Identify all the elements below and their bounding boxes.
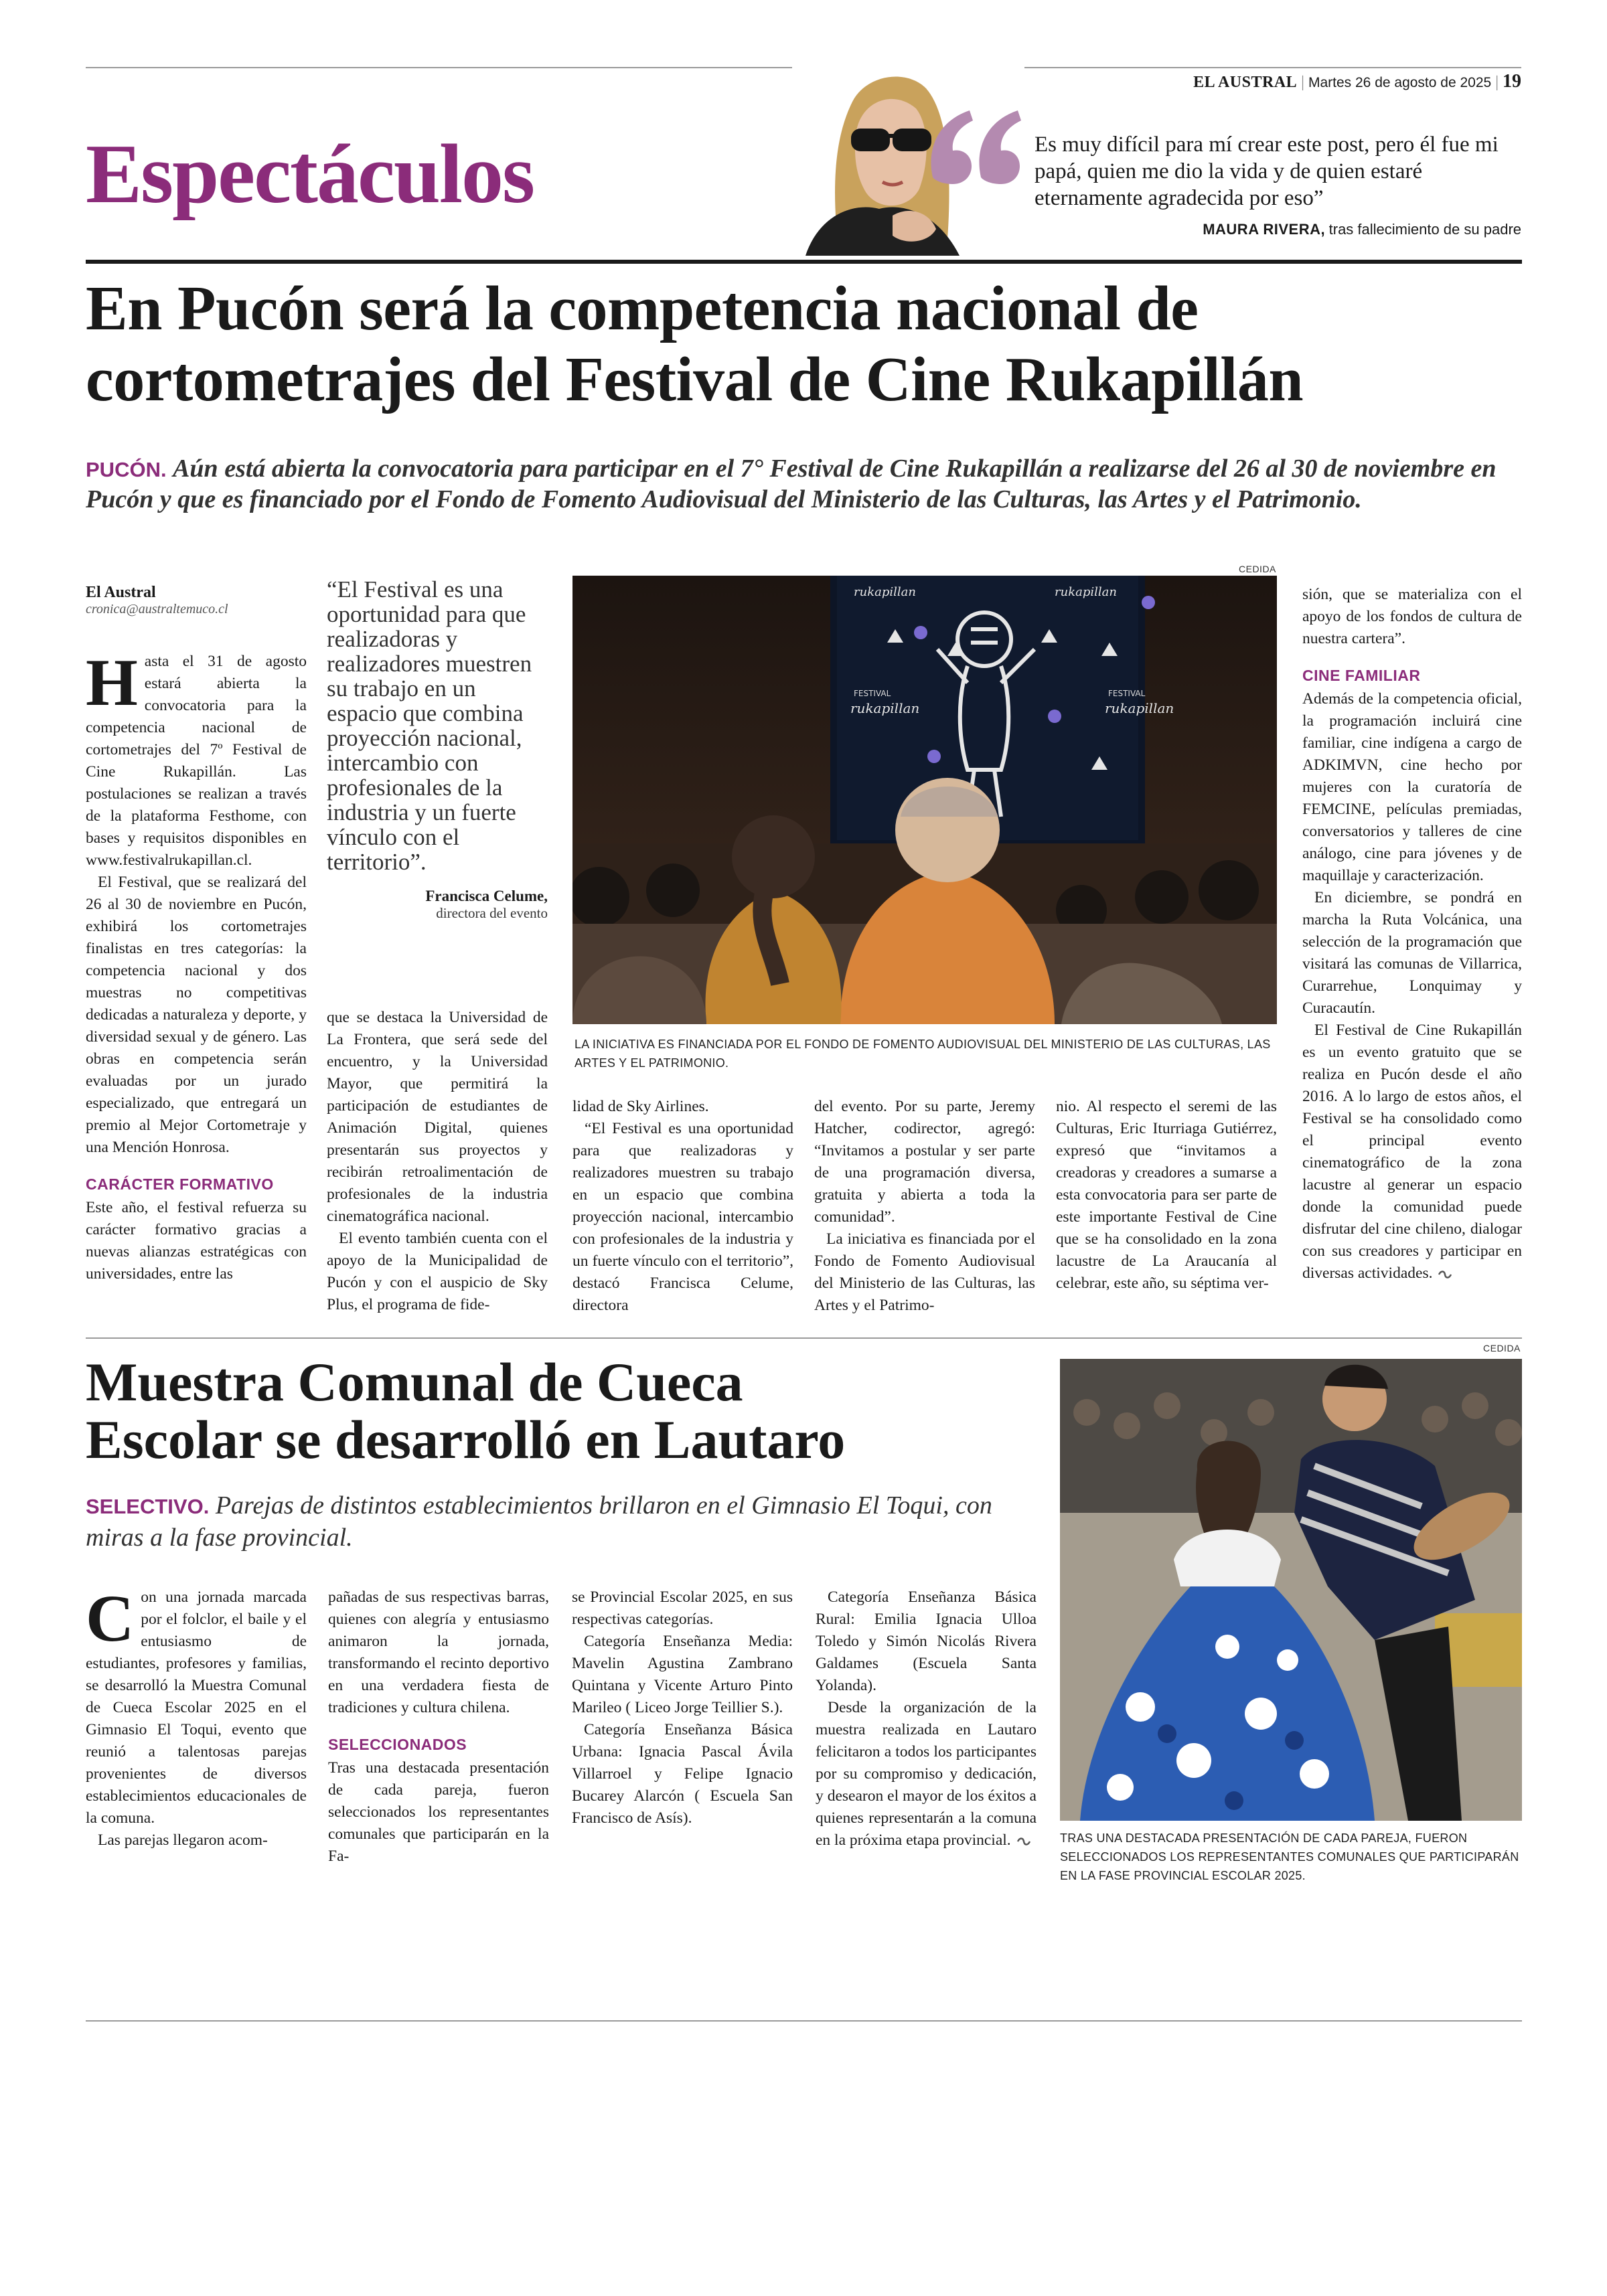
paragraph: Categoría Enseñanza Media: Mavelin Agustina Zambrano Quintana y Vicente Arturo Pinto Marileo ( Liceo Jorge Teillier S.). [572,1633,793,1716]
lead-text: Aún está abierta la convocatoria para participar en el 7° Festival de Cine Rukapillán a realizarse del 26 al 30 de noviembre en Pucón y que es financiado por el Fondo de Fomento Audiovisual del Ministerio de las Culturas, las Artes y el Patrimonio. [86,455,1497,513]
paragraph: La iniciativa es financiada por el Fondo de Fomento Audiovisual del Ministerio de las Culturas, las Artes y el Patrimo- [814,1230,1035,1314]
top-rule-right [1024,67,1521,68]
section-rule [86,260,1522,264]
article2-headline: Muestra Comunal de Cueca Escolar se desarrolló en Lautaro [86,1351,846,1470]
issue-date: Martes 26 de agosto de 2025 [1308,75,1492,90]
paragraph: nio. Al respecto el seremi de las Culturas, Eric Iturriaga Gutiérrez, expresó que “invitamos a creadoras y creadores a sumarse a esta convocatoria para ser parte de este importante Festival de Cine que se ha consolidado en la zona lacustre de La Araucanía al celebrar, este año, su séptima ver- [1056,1098,1277,1292]
end-mark-icon [1016,1837,1031,1846]
photo-caption: LA INICIATIVA ES FINANCIADA POR EL FONDO DE FOMENTO AUDIOVISUAL DEL MINISTERIO DE LAS CULTURAS, LAS ARTES Y EL PATRIMONIO. [575,1038,1271,1070]
article1-col4 [814,1096,1035,1317]
lead-text: Parejas de distintos establecimientos brillaron en el Gimnasio El Toqui, con miras a la fase provincial. [86,1491,992,1552]
paragraph: El Festival de Cine Rukapillán es un evento gratuito que se realiza en Pucón desde el año 2016. A lo largo de estos años, el Festival se ha consolidado como el principal evento cinematográfico de la zona lacustre al generar un espacio donde la comunidad puede disfrutar del cine chileno, dialogar con sus creadores y participar en diversas actividades. [1302,1021,1522,1282]
paragraph: pañadas de sus respectivas barras, quienes con alegría y entusiasmo animaron la jornada, transformando el recinto deportivo en una verdadera fiesta de tradiciones y cultura chilena. [328,1588,549,1716]
photo-credit: CEDIDA [1239,564,1276,574]
photo-credit: CEDIDA [1483,1343,1521,1354]
paragraph: sión, que se materializa con el apoyo de los fondos de cultura de nuestra cartera”. [1302,586,1522,647]
lead-place: SELECTIVO. [86,1495,210,1518]
byline-block [86,584,307,617]
screen-logo: rukapillan [1105,700,1174,716]
quote-attribution [1203,221,1521,238]
pull-quote-author: Francisca Celume, [425,888,548,904]
paragraph: Este año, el festival refuerza su carácter formativo gracias a nuevas alianzas estratégicas con universidades, entre las [86,1199,307,1283]
screen-small: FESTIVAL [854,689,891,698]
article2-col2 [328,1586,549,1868]
newspaper-name: EL AUSTRAL [1193,74,1298,91]
paragraph: del evento. Por su parte, Jeremy Hatcher, codirector, agregó: “Invitamos a postular y ser parte de una programación diversa, gratuita y abierta a toda la comunidad”. [814,1098,1035,1226]
article1-headline: En Pucón será la competencia nacional de cortometrajes del Festival de Cine Rukapillán [86,274,1304,414]
paragraph: En diciembre, se pondrá en marcha la Ruta Volcánica, una selección de la programación que visitará las comunas de Villarrica, Curarrehue, Lonquimay y Curacautín. [1302,889,1522,1017]
paragraph: lidad de Sky Airlines. [572,1098,709,1115]
paragraph: Categoría Enseñanza Básica Rural: Emilia Ignacia Ulloa Toledo y Simón Nicolás Rivera Galdames (Escuela Santa Yolanda). [816,1588,1037,1694]
pull-quote-role: directora del evento [436,905,548,921]
section-title: Espectáculos [86,128,534,221]
bottom-rule [86,2020,1522,2022]
top-rule [86,67,852,68]
byline: El Austral [86,584,156,601]
paragraph: Categoría Enseñanza Básica Urbana: Ignacia Pascal Ávila Villarroel y Felipe Ignacio Bucarey Alarcón ( Escuela San Francisco de Asís). [572,1721,793,1827]
article1-col2 [327,1007,548,1316]
quote-context: tras fallecimiento de su padre [1328,221,1521,238]
subhead: CARÁCTER FORMATIVO [86,1175,274,1193]
article1-col5 [1056,1096,1277,1295]
paragraph: El Festival, que se realizará del 26 al 30 de noviembre en Pucón, exhibirá los cortometrajes finalistas en tres categorías: la competencia nacional y dos muestras no competitivas dedicadas a naturaleza y deporte, y diversidad sexual y de género. Las obras en competencia serán evaluadas por un jurado especializado, que entregará un premio al Mejor Cortometraje y una Mención Honrosa. [86,874,307,1156]
page-number: 19 [1503,71,1521,92]
pull-quote-text: “El Festival es una oportunidad para que realizadoras y realizadores muestren su trabajo en un espacio que combina proyección nacional, intercambio con profesionales de la industria y un fuerte vínculo con el territorio”. [327,576,532,875]
article-divider [86,1337,1522,1339]
paragraph: se Provincial Escolar 2025, en sus respectivas categorías. [572,1588,793,1628]
subhead: CINE FAMILIAR [1302,667,1421,684]
quote-author: MAURA RIVERA, [1203,221,1326,238]
paragraph: Además de la competencia oficial, la programación incluirá cine familiar, cine indígena a cargo de ADKIMVN, cine hecho por mujeres con la curatoría de FEMCINE, películas premiadas, conversatorios y talleres de cine análogo, cine para jóvenes y de maquillaje y caracterización. [1302,690,1522,884]
article2-col3 [572,1586,793,1829]
quote-text: Es muy difícil para mí crear este post, pero él fue mi papá, quien me dio la vida y de quien estaré eternamente agradecida por eso” [1035,133,1499,210]
paragraph: asta el 31 de agosto estará abierta la convocatoria para la competencia nacional de cortometrajes del 7º Festival de Cine Rukapillán. Las postulaciones se realizan a través de la plataforma Festhome, con bases y requisitos disponibles en www.festivalrukapillan.cl. [86,653,307,869]
paragraph: El evento también cuenta con el apoyo de la Municipalidad de Pucón y con el auspicio de Sky Plus, el programa de fide- [327,1230,548,1313]
paragraph: on una jornada marcada por el folclor, el baile y el entusiasmo de estudiantes, profesores y familias, se desarrolló la Muestra Comunal de Cueca Escolar 2025 en el Gimnasio El Toqui, evento que reunió a talentosas parejas provenientes de diversos establecimientos educacionales de la comuna. [86,1588,307,1827]
article2-col1 [86,1581,307,1852]
end-mark-icon [1438,1270,1452,1279]
screen-logo: rukapillan [1055,585,1117,599]
drop-cap: H [86,645,138,720]
paragraph: Tras una destacada presentación de cada pareja, fueron seleccionados los representantes comunales que participarán en la Fa- [328,1759,549,1865]
quote-mark-icon [926,100,1026,187]
screen-small: FESTIVAL [1108,689,1146,698]
folio: EL AUSTRAL | Martes 26 de agosto de 2025 | 19 [1193,71,1521,92]
paragraph: “El Festival es una oportunidad para que realizadoras y realizadores muestren su trabajo en un espacio que combina proyección nacional, intercambio con profesionales de la industria y un fuerte vínculo con el territorio”, destacó Francisca Celume, directora [572,1120,793,1314]
article2-lead [86,1490,1037,1553]
subhead: SELECCIONADOS [328,1736,467,1753]
screen-logo: rukapillan [850,700,920,716]
photo-caption: TRAS UNA DESTACADA PRESENTACIÓN DE CADA PAREJA, FUERON SELECCIONADOS LOS REPRESENTANTES COMUNALES QUE PARTICIPARÁN EN LA FASE PROVINCIAL ESCOLAR 2025. [1060,1831,1519,1882]
screen-logo: rukapillan [854,585,916,599]
paragraph: que se destaca la Universidad de La Frontera, que será sede del encuentro, y la Universidad Mayor, que permitirá la participación de estudiantes de Animación Digital, quienes presentarán sus proyectos y recibirán retroalimentación de profesionales de la industria cinematográfica nacional. [327,1009,548,1225]
article1-lead [86,454,1522,514]
article1-col3 [572,1096,793,1317]
article1-col6 [1302,584,1522,1285]
article2-col4 [816,1586,1037,1852]
lead-place: PUCÓN. [86,458,167,481]
paragraph: Las parejas llegaron acom- [98,1831,268,1849]
byline-email: cronica@australtemuco.cl [86,602,228,617]
article1-col1 [86,645,307,1285]
festival-photo [572,576,1277,1024]
pull-quote [327,577,548,922]
drop-cap: C [86,1581,135,1655]
cueca-photo [1060,1359,1522,1821]
paragraph: Desde la organización de la muestra realizada en Lautaro felicitaron a todos los participantes por su compromiso y dedicación, y desearon el mayor de los éxitos a quienes representarán a la comuna en la próxima etapa provincial. [816,1699,1037,1849]
